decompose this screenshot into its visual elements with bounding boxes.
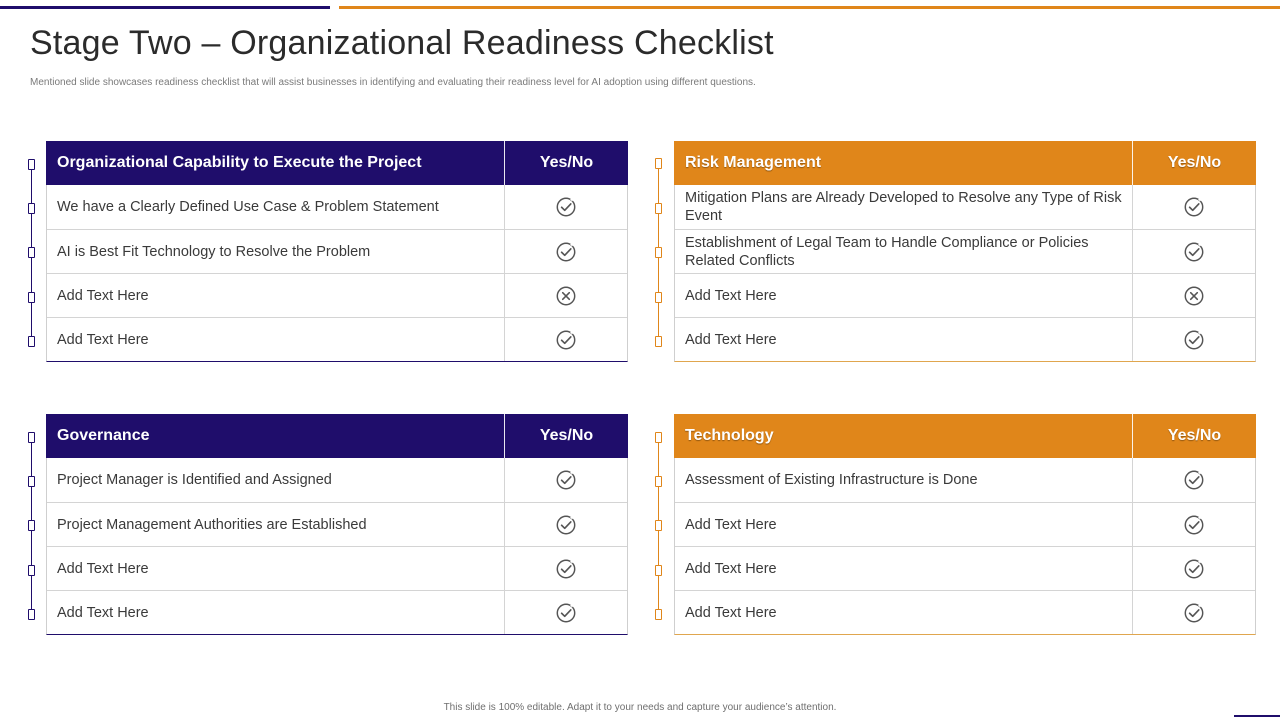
row-status-cell xyxy=(504,458,627,502)
table-row xyxy=(675,185,1255,229)
row-status-cell xyxy=(504,274,627,317)
table-body xyxy=(46,185,628,362)
row-text: Add Text Here xyxy=(685,331,777,348)
rail-node xyxy=(655,432,662,443)
row-status-cell xyxy=(504,318,627,361)
row-text: Add Text Here xyxy=(685,516,777,533)
row-text: Add Text Here xyxy=(57,604,149,621)
table-row xyxy=(47,185,627,229)
check-circle-icon xyxy=(1183,329,1205,351)
checklist-table-capability xyxy=(46,141,628,362)
row-text: Add Text Here xyxy=(57,331,149,348)
row-status-cell xyxy=(1132,547,1255,590)
rail-node xyxy=(28,520,35,531)
row-status-cell xyxy=(504,503,627,546)
row-status-cell xyxy=(1132,591,1255,634)
row-status-cell xyxy=(1132,274,1255,317)
table-header-yes-no: Yes/No xyxy=(1132,414,1256,458)
slide-title: Stage Two – Organizational Readiness Checklist xyxy=(30,24,774,62)
row-text: We have a Clearly Defined Use Case & Problem Statement xyxy=(57,199,439,215)
check-circle-icon xyxy=(555,469,577,491)
checklist-table-governance xyxy=(46,414,628,635)
top-accent-bar-orange xyxy=(339,6,1280,9)
rail-node xyxy=(28,476,35,487)
row-status-cell xyxy=(1132,230,1255,273)
row-status-cell xyxy=(1132,185,1255,229)
row-text: Mitigation Plans are Already Developed to Resolve any Type of Risk Event xyxy=(685,190,1122,224)
row-text: Project Manager is Identified and Assigned xyxy=(57,472,332,488)
check-circle-icon xyxy=(1183,196,1205,218)
table-header xyxy=(674,141,1256,185)
table-header-title: Organizational Capability to Execute the Project xyxy=(57,154,422,171)
rail-node xyxy=(28,432,35,443)
timeline-rail-technology xyxy=(653,433,665,615)
rail-node xyxy=(655,609,662,620)
row-text: Assessment of Existing Infrastructure is Done xyxy=(685,472,978,488)
x-circle-icon xyxy=(1183,285,1205,307)
checklist-table-risk-management xyxy=(674,141,1256,362)
table-header-yes-no: Yes/No xyxy=(504,141,628,185)
check-circle-icon xyxy=(1183,241,1205,263)
rail-node xyxy=(655,336,662,347)
rail-node xyxy=(28,565,35,576)
table-row xyxy=(675,546,1255,590)
check-circle-icon xyxy=(555,241,577,263)
check-circle-icon xyxy=(1183,514,1205,536)
rail-node xyxy=(655,565,662,576)
table-header-title: Technology xyxy=(685,427,774,444)
table-body xyxy=(46,458,628,635)
row-status-cell xyxy=(504,547,627,590)
footer-accent-bar xyxy=(1234,715,1280,717)
check-circle-icon xyxy=(555,196,577,218)
table-header-title: Risk Management xyxy=(685,154,822,171)
table-row xyxy=(675,317,1255,361)
rail-node xyxy=(28,203,35,214)
check-circle-icon xyxy=(555,514,577,536)
rail-node xyxy=(655,476,662,487)
rail-node xyxy=(655,158,662,169)
table-body xyxy=(674,458,1256,635)
checklist-table-technology xyxy=(674,414,1256,635)
timeline-rail-capability xyxy=(26,160,38,342)
rail-node xyxy=(655,203,662,214)
table-row xyxy=(675,502,1255,546)
table-header xyxy=(674,414,1256,458)
rail-node xyxy=(655,292,662,303)
check-circle-icon xyxy=(555,602,577,624)
table-row xyxy=(675,458,1255,502)
check-circle-icon xyxy=(1183,558,1205,580)
rail-node xyxy=(28,247,35,258)
timeline-rail-risk xyxy=(653,159,665,343)
table-row xyxy=(675,273,1255,317)
check-circle-icon xyxy=(1183,469,1205,491)
table-header-yes-no: Yes/No xyxy=(1132,141,1256,185)
row-status-cell xyxy=(1132,458,1255,502)
rail-node xyxy=(28,336,35,347)
row-text: Add Text Here xyxy=(57,287,149,304)
row-text: Add Text Here xyxy=(685,560,777,577)
row-status-cell xyxy=(1132,503,1255,546)
table-header-yes-no: Yes/No xyxy=(504,414,628,458)
row-text: Add Text Here xyxy=(685,287,777,304)
footer-note: This slide is 100% editable. Adapt it to your needs and capture your audience’s attention. xyxy=(443,702,837,713)
table-header xyxy=(46,414,628,458)
check-circle-icon xyxy=(1183,602,1205,624)
table-row xyxy=(47,458,627,502)
row-text: Establishment of Legal Team to Handle Compliance or Policies Related Conflicts xyxy=(685,234,1089,269)
row-text: Add Text Here xyxy=(57,560,149,577)
row-text: Project Management Authorities are Established xyxy=(57,516,367,533)
table-row xyxy=(47,229,627,273)
row-status-cell xyxy=(1132,318,1255,361)
top-accent-bar-purple xyxy=(0,6,330,9)
row-status-cell xyxy=(504,230,627,273)
table-row xyxy=(47,273,627,317)
table-row xyxy=(675,590,1255,634)
timeline-rail-governance xyxy=(26,433,38,615)
table-header xyxy=(46,141,628,185)
x-circle-icon xyxy=(555,285,577,307)
table-header-title: Governance xyxy=(57,427,150,444)
check-circle-icon xyxy=(555,558,577,580)
rail-node xyxy=(28,609,35,620)
rail-node xyxy=(655,520,662,531)
row-text: AI is Best Fit Technology to Resolve the Problem xyxy=(57,243,371,260)
table-row xyxy=(47,502,627,546)
table-row xyxy=(47,590,627,634)
rail-node xyxy=(28,159,35,170)
table-row xyxy=(675,229,1255,273)
rail-node xyxy=(28,292,35,303)
row-status-cell xyxy=(504,591,627,634)
rail-node xyxy=(655,247,662,258)
table-row xyxy=(47,546,627,590)
table-row xyxy=(47,317,627,361)
row-text: Add Text Here xyxy=(685,604,777,621)
table-body xyxy=(674,185,1256,362)
slide-subtitle: Mentioned slide showcases readiness checklist that will assist businesses in identifying and evaluating their readiness level for AI adoption using different questions. xyxy=(30,77,756,88)
row-status-cell xyxy=(504,185,627,229)
check-circle-icon xyxy=(555,329,577,351)
